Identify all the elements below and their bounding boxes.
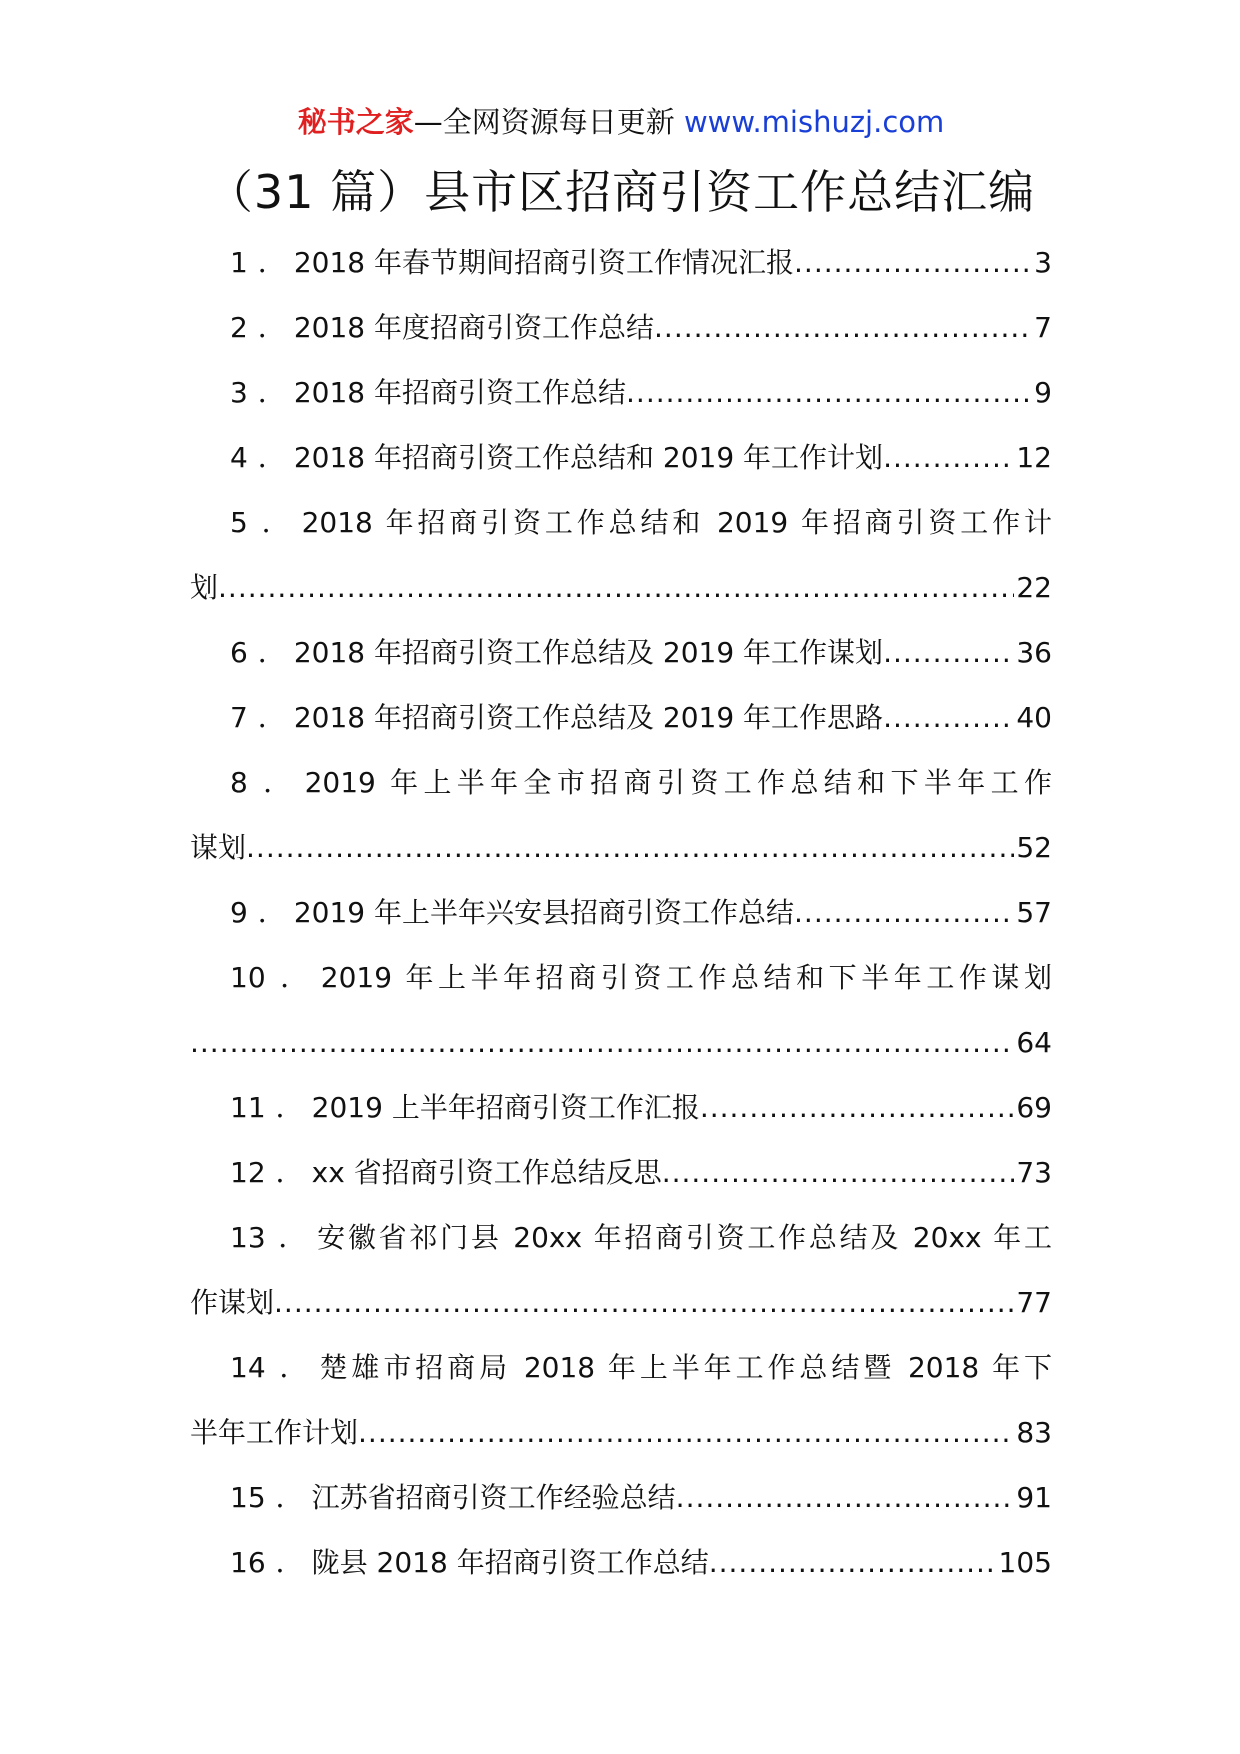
toc-title: 2018 年招商引资工作总结和 2019 年工作计划 bbox=[293, 441, 884, 474]
toc-separator: ． bbox=[275, 1221, 310, 1254]
toc-separator: ． bbox=[257, 636, 286, 669]
toc-separator: ． bbox=[275, 1481, 304, 1514]
toc-entry[interactable] bbox=[190, 750, 1052, 880]
toc-page-number: 36 bbox=[1016, 636, 1052, 669]
toc-title: 2018 年招商引资工作总结及 2019 年工作谋划 bbox=[293, 636, 884, 669]
toc-entry[interactable] bbox=[190, 1465, 1052, 1530]
toc-page-number: 64 bbox=[1016, 1026, 1052, 1059]
toc-title-line1: 楚雄市招商局 2018 年上半年工作总结暨 2018 年下 bbox=[319, 1351, 1052, 1384]
toc-dot-leader bbox=[883, 425, 1014, 490]
toc-entry-line1 bbox=[190, 945, 1052, 1010]
toc-page-number: 91 bbox=[1016, 1481, 1052, 1514]
toc-separator: ． bbox=[257, 506, 294, 539]
toc-page-number: 73 bbox=[1016, 1156, 1052, 1189]
toc-title-line1: 2018 年招商引资工作总结和 2019 年招商引资工作计 bbox=[301, 506, 1052, 539]
toc-entry[interactable] bbox=[190, 685, 1052, 750]
toc-entry-line bbox=[190, 230, 1052, 295]
toc-title: 2018 年度招商引资工作总结 bbox=[293, 311, 655, 344]
toc-dot-leader bbox=[246, 815, 1014, 880]
toc-dot-leader bbox=[358, 1400, 1014, 1465]
toc-page-number: 105 bbox=[998, 1546, 1052, 1579]
toc-title-line2: 划 bbox=[190, 571, 219, 604]
toc-title-line1: 安徽省祁门县 20xx 年招商引资工作总结及 20xx 年工 bbox=[317, 1221, 1052, 1254]
toc-separator: ． bbox=[257, 376, 286, 409]
toc-entry[interactable] bbox=[190, 230, 1052, 295]
toc-separator: ． bbox=[257, 441, 286, 474]
toc-dot-leader bbox=[700, 1075, 1015, 1140]
toc-entry-line bbox=[190, 295, 1052, 360]
toc-title: 2019 上半年招商引资工作汇报 bbox=[311, 1091, 700, 1124]
toc-dot-leader bbox=[274, 1270, 1014, 1335]
toc-entry-line bbox=[190, 620, 1052, 685]
toc-entry[interactable] bbox=[190, 620, 1052, 685]
document-title: （31 篇）县市区招商引资工作总结汇编 bbox=[206, 165, 1036, 219]
toc-separator: ． bbox=[275, 1091, 304, 1124]
toc-page-number: 3 bbox=[1034, 246, 1052, 279]
toc-page-number: 7 bbox=[1034, 311, 1052, 344]
toc-entry[interactable] bbox=[190, 1140, 1052, 1205]
toc-title-line2: 谋划 bbox=[190, 831, 247, 864]
toc-number: 2 bbox=[230, 311, 248, 344]
toc-entry-line bbox=[190, 1530, 1052, 1595]
toc-entry-line bbox=[190, 1075, 1052, 1140]
toc-entry-line bbox=[190, 425, 1052, 490]
toc-separator: ． bbox=[257, 311, 286, 344]
toc-dot-leader bbox=[190, 1010, 1014, 1075]
toc-number: 1 bbox=[230, 246, 248, 279]
toc-page-number: 69 bbox=[1016, 1091, 1052, 1124]
toc-number: 14 bbox=[230, 1351, 266, 1384]
toc-dot-leader bbox=[794, 230, 1032, 295]
toc-entry[interactable] bbox=[190, 295, 1052, 360]
toc-dot-leader bbox=[883, 620, 1014, 685]
toc-page-number: 22 bbox=[1016, 571, 1052, 604]
toc-dot-leader bbox=[794, 880, 1014, 945]
toc-separator: ． bbox=[275, 961, 313, 994]
toc-entry-line bbox=[190, 1465, 1052, 1530]
toc-entry-line bbox=[190, 880, 1052, 945]
toc-entry-line bbox=[190, 685, 1052, 750]
toc-entry[interactable] bbox=[190, 1205, 1052, 1335]
toc-number: 9 bbox=[230, 896, 248, 929]
toc-number: 6 bbox=[230, 636, 248, 669]
toc-title: 江苏省招商引资工作经验总结 bbox=[311, 1481, 676, 1514]
toc-page-number: 40 bbox=[1016, 701, 1052, 734]
toc-entry-line1 bbox=[190, 490, 1052, 555]
toc-page-number: 57 bbox=[1016, 896, 1052, 929]
toc-number: 15 bbox=[230, 1481, 266, 1514]
toc-page-number: 12 bbox=[1016, 441, 1052, 474]
toc-number: 4 bbox=[230, 441, 248, 474]
toc-separator: ． bbox=[275, 1546, 304, 1579]
toc-separator: ． bbox=[257, 246, 286, 279]
table-of-contents bbox=[190, 230, 1052, 1595]
brand-tagline: —全网资源每日更新 bbox=[413, 105, 684, 139]
toc-title: 2019 年上半年兴安县招商引资工作总结 bbox=[293, 896, 795, 929]
site-url-link[interactable]: www.mishuzj.com bbox=[683, 105, 945, 139]
toc-number: 3 bbox=[230, 376, 248, 409]
brand-name: 秘书之家 bbox=[297, 105, 414, 139]
toc-entry-line2 bbox=[190, 1270, 1052, 1335]
toc-title-line2: 半年工作计划 bbox=[190, 1416, 359, 1449]
toc-entry-line1 bbox=[190, 1335, 1052, 1400]
toc-dot-leader bbox=[709, 1530, 997, 1595]
toc-page-number: 83 bbox=[1016, 1416, 1052, 1449]
site-watermark-header bbox=[190, 100, 1052, 144]
toc-number: 5 bbox=[230, 506, 248, 539]
toc-number: 8 bbox=[230, 766, 248, 799]
toc-separator: ． bbox=[275, 1156, 304, 1189]
toc-entry-line bbox=[190, 360, 1052, 425]
toc-title-line1: 2019 年上半年招商引资工作总结和下半年工作谋划 bbox=[320, 961, 1052, 994]
toc-dot-leader bbox=[883, 685, 1014, 750]
toc-entry-line bbox=[190, 1140, 1052, 1205]
toc-title-line2: 作谋划 bbox=[190, 1286, 275, 1319]
toc-separator: ． bbox=[275, 1351, 312, 1384]
toc-number: 13 bbox=[230, 1221, 266, 1254]
toc-number: 11 bbox=[230, 1091, 266, 1124]
toc-title: 2018 年春节期间招商引资工作情况汇报 bbox=[293, 246, 795, 279]
toc-entry[interactable] bbox=[190, 945, 1052, 1075]
toc-number: 7 bbox=[230, 701, 248, 734]
toc-title-line1: 2019 年上半年全市招商引资工作总结和下半年工作 bbox=[304, 766, 1052, 799]
toc-dot-leader bbox=[676, 1465, 1015, 1530]
toc-entry[interactable] bbox=[190, 1075, 1052, 1140]
toc-entry-line2 bbox=[190, 555, 1052, 620]
toc-title: 2018 年招商引资工作总结及 2019 年工作思路 bbox=[293, 701, 884, 734]
toc-number: 10 bbox=[230, 961, 266, 994]
toc-entry[interactable] bbox=[190, 360, 1052, 425]
toc-entry[interactable] bbox=[190, 490, 1052, 620]
toc-entry[interactable] bbox=[190, 425, 1052, 490]
toc-dot-leader bbox=[654, 295, 1032, 360]
toc-entry[interactable] bbox=[190, 880, 1052, 945]
toc-dot-leader bbox=[218, 555, 1014, 620]
toc-dot-leader bbox=[626, 360, 1032, 425]
toc-title: 2018 年招商引资工作总结 bbox=[293, 376, 627, 409]
toc-entry[interactable] bbox=[190, 1530, 1052, 1595]
toc-title: 陇县 2018 年招商引资工作总结 bbox=[311, 1546, 709, 1579]
toc-number: 12 bbox=[230, 1156, 266, 1189]
toc-title: xx 省招商引资工作总结反思 bbox=[311, 1156, 662, 1189]
toc-page-number: 77 bbox=[1016, 1286, 1052, 1319]
toc-entry-line2 bbox=[190, 815, 1052, 880]
toc-separator: ． bbox=[257, 766, 297, 799]
toc-entry[interactable] bbox=[190, 1335, 1052, 1465]
toc-dot-leader bbox=[662, 1140, 1015, 1205]
toc-separator: ． bbox=[257, 896, 286, 929]
toc-entry-line1 bbox=[190, 1205, 1052, 1270]
toc-page-number: 9 bbox=[1034, 376, 1052, 409]
toc-page-number: 52 bbox=[1016, 831, 1052, 864]
toc-entry-line2 bbox=[190, 1010, 1052, 1075]
toc-separator: ． bbox=[257, 701, 286, 734]
toc-entry-line2 bbox=[190, 1400, 1052, 1465]
toc-entry-line1 bbox=[190, 750, 1052, 815]
toc-number: 16 bbox=[230, 1546, 266, 1579]
